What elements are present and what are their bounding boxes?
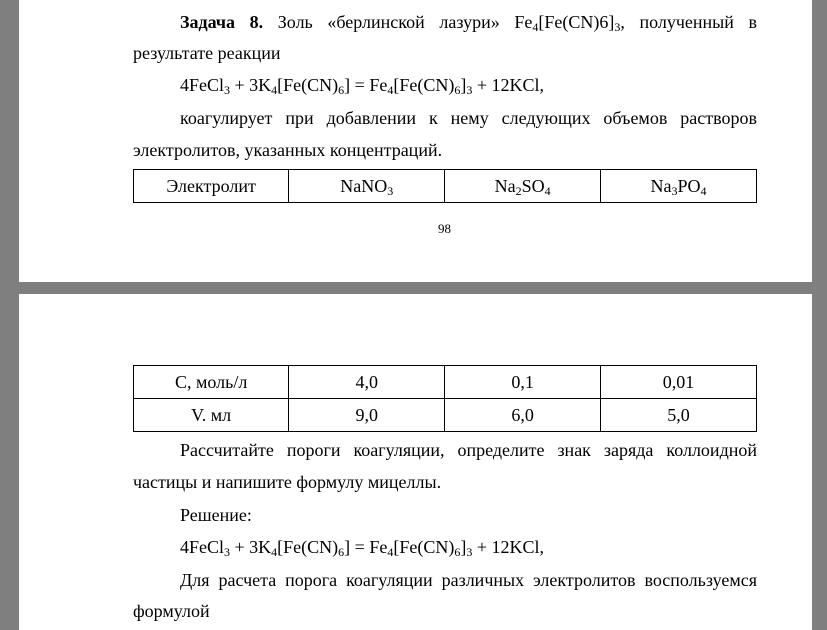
- paragraph-2-line-1: Для расчета порога коагуляции различных электролитов воспользуемся: [180, 570, 757, 590]
- page-number: 98: [438, 221, 451, 236]
- row-label: C, моль/л: [134, 366, 289, 399]
- document-page-99: [19, 294, 812, 630]
- header-cell-na3po4: $Na_3PO_4$: [601, 170, 757, 203]
- header-cell-electrolyte: Электролит: [134, 170, 289, 203]
- task-line-2: результате реакции: [133, 43, 281, 63]
- table-row: [134, 399, 757, 432]
- table-header-row: [134, 170, 757, 203]
- task-line-5: электролитов, указанных концентраций.: [133, 140, 443, 160]
- cell-value: 4,0: [289, 366, 445, 399]
- task-text-1: Золь «берлинской лазури» Fe: [263, 12, 533, 32]
- cell-value: 0,01: [601, 366, 757, 399]
- header-cell-na2so4: $Na_2SO_4$: [445, 170, 601, 203]
- header-cell-nano3: NaNO$_3$: [289, 170, 445, 203]
- cell-value: 9,0: [289, 399, 445, 432]
- electrolyte-table-header: [133, 169, 757, 203]
- cell-value: 5,0: [601, 399, 757, 432]
- solution-heading: Решение:: [180, 505, 252, 525]
- task-title: Задача 8.: [180, 12, 264, 32]
- electrolyte-table-body: [133, 365, 757, 432]
- paragraph-2-line-2: формулой: [133, 601, 210, 621]
- paragraph-1-line-2: частицы и напишите формулу мицеллы.: [133, 472, 442, 492]
- row-label: V. мл: [134, 399, 289, 432]
- reaction-equation: 4FeCl$_3$ + $3K_4[Fe(CN)_6] = Fe_4[Fe(CN)_6]_3 + 12KCl$,: [180, 75, 544, 97]
- cell-value: 0,1: [445, 366, 601, 399]
- paragraph-1-line-1: Рассчитайте пороги коагуляции, определите знак заряда коллоидной: [180, 440, 757, 460]
- task-line-1: Задача 8. Золь «берлинской лазури» $Fe_4[Fe(CN)6]_3$, полученный в: [180, 12, 758, 34]
- table-row: [134, 366, 757, 399]
- task-line-4: коагулирует при добавлении к нему следующих объемов растворов: [180, 108, 757, 128]
- cell-value: 6,0: [445, 399, 601, 432]
- document-page-98: [19, 0, 812, 282]
- reaction-equation-2: 4FeCl$_3$ + $3K_4[Fe(CN)_6] = Fe_4[Fe(CN)_6]_3 + 12KCl$,: [180, 537, 544, 559]
